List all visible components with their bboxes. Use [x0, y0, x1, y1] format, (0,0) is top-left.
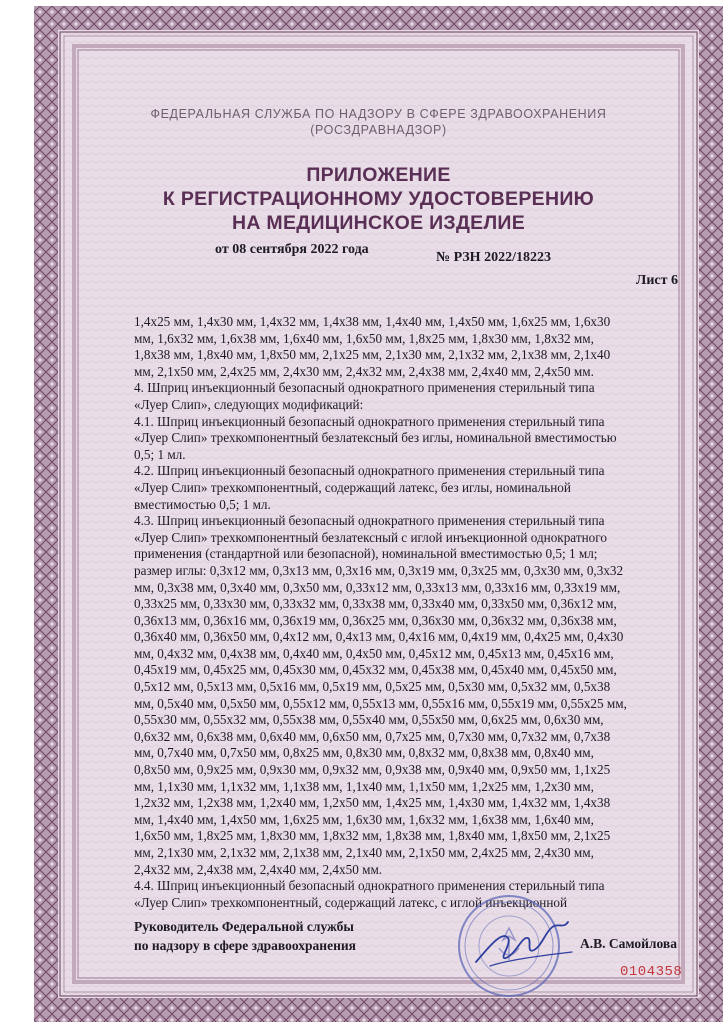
body-line: 0,36х40 мм, 0,36х50 мм, 0,4х12 мм, 0,4х13 мм, 0,4х16 мм, 0,4х19 мм, 0,4х25 мм, 0,4х30	[134, 629, 624, 645]
body-line: мм, 0,7х40 мм, 0,7х50 мм, 0,8х25 мм, 0,8х30 мм, 0,8х32 мм, 0,8х38 мм, 0,8х40 мм,	[134, 745, 594, 761]
title-line-3: НА МЕДИЦИНСКОЕ ИЗДЕЛИЕ	[231, 212, 526, 234]
body-line: «Луер Слип», следующих модификаций:	[134, 396, 364, 412]
body-line: «Луер Слип» трехкомпонентный, содержащий латекс, с иглой инъекционной	[134, 894, 568, 910]
serial-number: 0104358	[620, 964, 683, 980]
body-line: 4.4. Шприц инъекционный безопасный однократного применения стерильный типа	[134, 878, 605, 894]
signer-title-line-1: Руководитель Федеральной службы	[134, 919, 354, 934]
body-line: «Луер Слип» трехкомпонентный, содержащий латекс, без иглы, номинальной	[134, 479, 571, 495]
registration-number: № РЗН 2022/18223	[436, 250, 551, 265]
body-line: 4.3. Шприц инъекционный безопасный однократного применения стерильный типа	[134, 513, 605, 529]
body-line: применения (стандартной или безопасной), номинальной вместимостью 0,5; 1 мл;	[134, 546, 598, 562]
sheet-number: Лист 6	[635, 273, 678, 288]
agency-abbreviation: (РОСЗДРАВНАДЗОР)	[310, 123, 447, 137]
body-line: 0,33х25 мм, 0,33х30 мм, 0,33х32 мм, 0,33х38 мм, 0,33х40 мм, 0,33х50 мм, 0,36х12 мм,	[134, 596, 617, 612]
body-line: «Луер Слип» трехкомпонентный безлатексный с иглой инъекционной однократного	[134, 529, 607, 545]
body-line: «Луер Слип» трехкомпонентный безлатексный без иглы, номинальной вместимостью	[134, 430, 617, 446]
body-line: 0,5х12 мм, 0,5х13 мм, 0,5х16 мм, 0,5х19 мм, 0,5х25 мм, 0,5х30 мм, 0,5х32 мм, 0,5х38	[134, 679, 611, 695]
body-line: 0,55х30 мм, 0,55х32 мм, 0,55х38 мм, 0,55х40 мм, 0,55х50 мм, 0,6х25 мм, 0,6х30 мм,	[134, 712, 604, 728]
body-line: мм, 1,6х32 мм, 1,6х38 мм, 1,6х40 мм, 1,6х50 мм, 1,8х25 мм, 1,8х30 мм, 1,8х32 мм,	[134, 330, 594, 346]
body-line: мм, 0,3х38 мм, 0,3х40 мм, 0,3х50 мм, 0,33х12 мм, 0,33х13 мм, 0,33х16 мм, 0,33х19 мм,	[134, 579, 621, 595]
body-line: 4.1. Шприц инъекционный безопасный однократного применения стерильный типа	[134, 413, 605, 429]
body-line: вместимостью 0,5; 1 мл.	[134, 496, 271, 512]
body-line: мм, 2,1х30 мм, 2,1х32 мм, 2,1х38 мм, 2,1х40 мм, 2,1х50 мм, 2,4х25 мм, 2,4х30 мм,	[134, 845, 594, 860]
body-line: размер иглы: 0,3х12 мм, 0,3х13 мм, 0,3х16 мм, 0,3х19 мм, 0,3х25 мм, 0,3х30 мм, 0,3х32	[134, 562, 624, 578]
body-line: 0,8х50 мм, 0,9х25 мм, 0,9х30 мм, 0,9х32 мм, 0,9х38 мм, 0,9х40 мм, 0,9х50 мм, 1,1х25	[134, 762, 611, 778]
body-line: мм, 1,4х40 мм, 1,4х50 мм, 1,6х25 мм, 1,6х30 мм, 1,6х32 мм, 1,6х38 мм, 1,6х40 мм,	[134, 811, 594, 827]
body-line: 0,6х32 мм, 0,6х38 мм, 0,6х40 мм, 0,6х50 мм, 0,7х25 мм, 0,7х30 мм, 0,7х32 мм, 0,7х38	[134, 728, 611, 744]
signer-title-line-2: по надзору в сфере здравоохранения	[134, 938, 356, 953]
body-line: мм, 1,1х30 мм, 1,1х32 мм, 1,1х38 мм, 1,1х40 мм, 1,1х50 мм, 1,2х25 мм, 1,2х30 мм,	[134, 778, 594, 794]
body-line: 4. Шприц инъекционный безопасный однократного применения стерильный типа	[134, 380, 595, 396]
body-line: 4.2. Шприц инъекционный безопасный однократного применения стерильный типа	[134, 463, 605, 479]
signer-name: А.В. Самойлова	[580, 936, 677, 951]
issue-date: от 08 сентября 2022 года	[215, 242, 369, 257]
body-line: мм, 2,1х50 мм, 2,4х25 мм, 2,4х30 мм, 2,4х32 мм, 2,4х38 мм, 2,4х40 мм, 2,4х50 мм.	[134, 363, 594, 379]
signature-icon	[468, 908, 578, 978]
body-line: 2,4х32 мм, 2,4х38 мм, 2,4х40 мм, 2,4х50 мм.	[134, 861, 383, 877]
signer-title	[134, 917, 356, 955]
body-line: мм, 0,4х32 мм, 0,4х38 мм, 0,4х40 мм, 0,4х50 мм, 0,45х12 мм, 0,45х13 мм, 0,45х16 мм,	[134, 645, 614, 661]
agency-name: ФЕДЕРАЛЬНАЯ СЛУЖБА ПО НАДЗОРУ В СФЕРЕ ЗДРАВООХРАНЕНИЯ	[150, 107, 607, 121]
body-line: 0,5; 1 мл.	[134, 446, 186, 462]
body-line: 1,2х32 мм, 1,2х38 мм, 1,2х40 мм, 1,2х50 мм, 1,4х25 мм, 1,4х30 мм, 1,4х32 мм, 1,4х38	[134, 795, 611, 811]
title-line-2: К РЕГИСТРАЦИОННОМУ УДОСТОВЕРЕНИЮ	[162, 188, 595, 210]
body-line: 1,8х38 мм, 1,8х40 мм, 1,8х50 мм, 2,1х25 мм, 2,1х30 мм, 2,1х32 мм, 2,1х38 мм, 2,1х40	[134, 347, 611, 363]
body-line: мм, 0,5х40 мм, 0,5х50 мм, 0,55х12 мм, 0,55х13 мм, 0,55х16 мм, 0,55х19 мм, 0,55х25 мм,	[134, 695, 627, 711]
body-line: 0,45х19 мм, 0,45х25 мм, 0,45х30 мм, 0,45х32 мм, 0,45х38 мм, 0,45х40 мм, 0,45х50 мм,	[134, 662, 617, 678]
body-text	[134, 314, 686, 911]
body-line: 1,6х50 мм, 1,8х25 мм, 1,8х30 мм, 1,8х32 мм, 1,8х38 мм, 1,8х40 мм, 1,8х50 мм, 2,1х25	[134, 828, 611, 844]
body-line: 1,4х25 мм, 1,4х30 мм, 1,4х32 мм, 1,4х38 мм, 1,4х40 мм, 1,4х50 мм, 1,6х25 мм, 1,6х30	[134, 314, 611, 329]
title-line-1: ПРИЛОЖЕНИЕ	[306, 164, 451, 186]
body-line: 0,36х13 мм, 0,36х16 мм, 0,36х19 мм, 0,36х25 мм, 0,36х30 мм, 0,36х32 мм, 0,36х38 мм,	[134, 612, 617, 628]
